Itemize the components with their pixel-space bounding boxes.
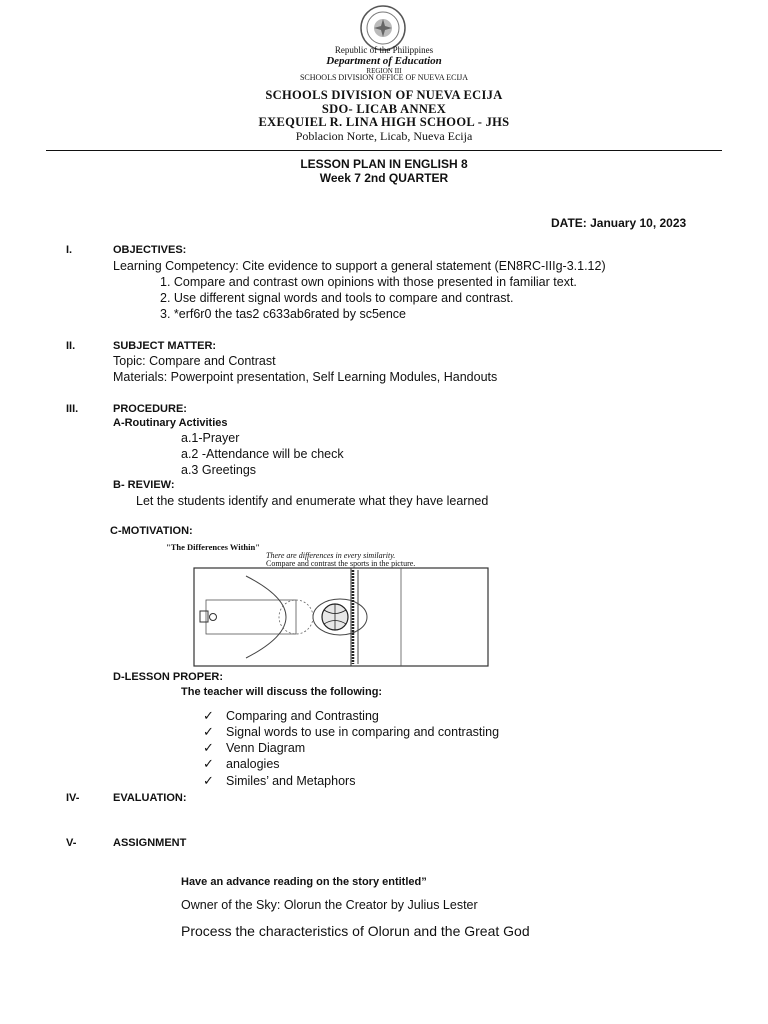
assignment-heading: ASSIGNMENT bbox=[113, 837, 187, 849]
division-office-line: SCHOOLS DIVISION OFFICE OF NUEVA ECIJA bbox=[299, 73, 469, 82]
review-text: Let the students identify and enumerate what they have learned bbox=[136, 494, 489, 508]
list-item: Signal words to use in comparing and contrasting bbox=[226, 725, 500, 739]
checkmark-icon: ✓ bbox=[203, 756, 214, 771]
list-item: analogies bbox=[226, 757, 280, 771]
header-divider bbox=[46, 150, 722, 151]
list-item: Comparing and Contrasting bbox=[226, 709, 379, 723]
lesson-intro: The teacher will discuss the following: bbox=[181, 686, 383, 698]
subject-matter-numeral: II. bbox=[66, 340, 76, 352]
review-heading: B- REVIEW: bbox=[113, 479, 175, 491]
list-item: Venn Diagram bbox=[226, 741, 306, 755]
materials-line: Materials: Powerpoint presentation, Self Learning Modules, Handouts bbox=[113, 370, 498, 384]
assignment-numeral: V- bbox=[66, 837, 77, 849]
subject-matter-heading: SUBJECT MATTER: bbox=[113, 340, 217, 352]
procedure-numeral: III. bbox=[66, 403, 79, 415]
routinary-item: a.1-Prayer bbox=[181, 431, 240, 445]
objective-item: 2. Use different signal words and tools to compare and contrast. bbox=[160, 291, 514, 305]
list-item: Similes’ and Metaphors bbox=[226, 774, 356, 788]
objectives-numeral: I. bbox=[66, 244, 73, 256]
assignment-line: Have an advance reading on the story entitled” bbox=[181, 876, 427, 888]
checkmark-icon: ✓ bbox=[203, 740, 214, 755]
school-address: Poblacion Norte, Licab, Nueva Ecija bbox=[295, 129, 473, 143]
evaluation-numeral: IV- bbox=[66, 792, 80, 804]
lesson-date: DATE: January 10, 2023 bbox=[551, 216, 687, 230]
checkmark-icon: ✓ bbox=[203, 708, 214, 723]
assignment-line: Process the characteristics of Olorun and the Great God bbox=[181, 923, 530, 939]
lesson-plan-subtitle: Week 7 2nd QUARTER bbox=[319, 171, 449, 185]
procedure-heading: PROCEDURE: bbox=[113, 403, 187, 415]
figure-subtitle: There are differences in every similarity. bbox=[266, 551, 396, 560]
learning-competency: Learning Competency: Cite evidence to support a general statement (EN8RC-IIIg-3.1.12) bbox=[113, 259, 606, 273]
routinary-item: a.3 Greetings bbox=[181, 463, 257, 477]
routinary-item: a.2 -Attendance will be check bbox=[181, 447, 344, 461]
sdo-annex: SDO- LICAB ANNEX bbox=[321, 102, 447, 116]
school-division: SCHOOLS DIVISION OF NUEVA ECIJA bbox=[265, 88, 503, 102]
school-name: EXEQUIEL R. LINA HIGH SCHOOL - JHS bbox=[258, 115, 510, 129]
evaluation-heading: EVALUATION: bbox=[113, 792, 187, 804]
department-line: Department of Education bbox=[326, 55, 442, 67]
lesson-proper-heading: D-LESSON PROPER: bbox=[113, 671, 224, 683]
routinary-heading: A-Routinary Activities bbox=[113, 417, 228, 429]
objective-item: 1. Compare and contrast own opinions with those presented in familiar text. bbox=[160, 275, 577, 289]
assignment-line: Owner of the Sky: Olorun the Creator by Julius Lester bbox=[181, 898, 478, 912]
topic-line: Topic: Compare and Contrast bbox=[113, 354, 276, 368]
figure-title: "The Differences Within" bbox=[166, 542, 260, 552]
region-line: REGION III bbox=[366, 67, 402, 75]
checkmark-icon: ✓ bbox=[203, 724, 214, 739]
motivation-figure bbox=[136, 538, 536, 670]
republic-line: Republic of the Philippines bbox=[334, 45, 434, 55]
sports-court-illustration bbox=[136, 538, 536, 670]
checkmark-icon: ✓ bbox=[203, 773, 214, 788]
objective-item: 3. *erf6r0 the tas2 c633ab6rated by sc5ence bbox=[160, 307, 406, 321]
motivation-heading: C-MOTIVATION: bbox=[110, 525, 193, 537]
lesson-plan-title: LESSON PLAN IN ENGLISH 8 bbox=[300, 157, 468, 171]
objectives-heading: OBJECTIVES: bbox=[113, 244, 187, 256]
figure-instruction: Compare and contrast the sports in the picture. bbox=[266, 559, 416, 568]
